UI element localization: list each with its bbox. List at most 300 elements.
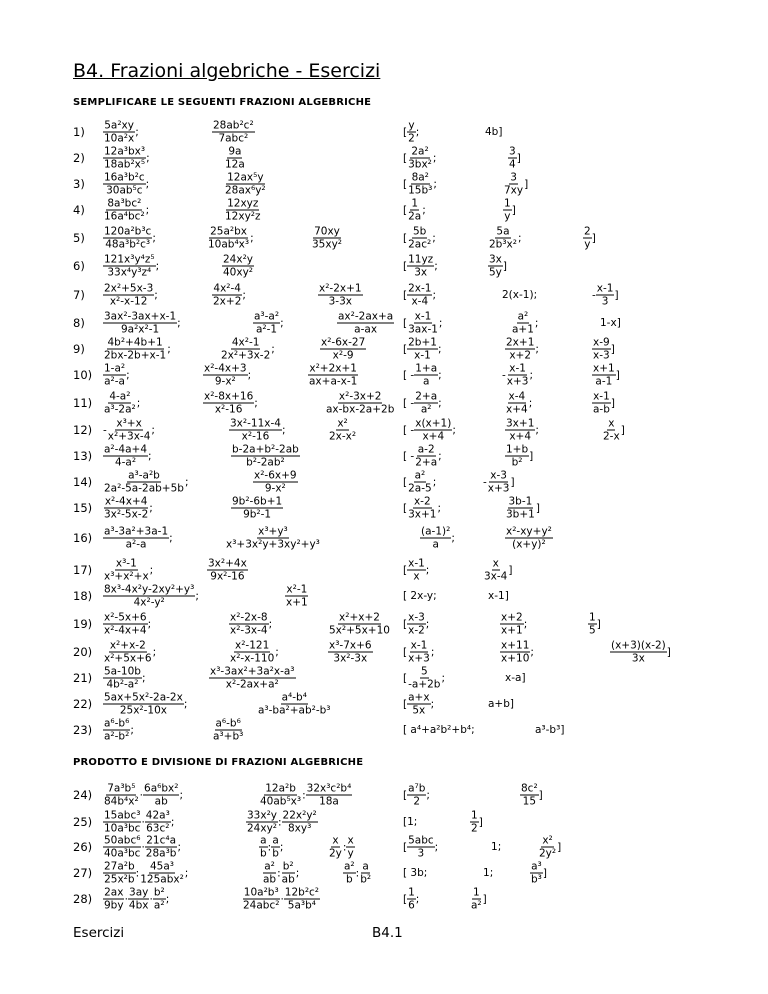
- fraction: [212, 283, 242, 308]
- expression-cell: [285, 584, 309, 609]
- solution-cell: [520, 783, 543, 808]
- fraction: [209, 666, 296, 691]
- exercise-number: 5): [73, 231, 85, 245]
- fraction: [103, 640, 153, 665]
- fraction: [407, 226, 432, 251]
- numerator: 3x²-11x-4: [230, 417, 281, 430]
- solution-cell: [505, 337, 539, 362]
- numerator: x-1: [593, 390, 610, 403]
- bracket-text: ]: [560, 724, 565, 736]
- numerator: x²: [337, 417, 348, 430]
- separator: ;: [432, 152, 437, 164]
- fraction: [487, 470, 511, 495]
- expression-cell: [103, 337, 171, 362]
- bracket-text: [: [403, 841, 408, 853]
- fraction: [500, 640, 530, 665]
- exercise-number: 16): [73, 531, 93, 545]
- denominator: 9-x²: [214, 375, 236, 388]
- numerator: x²+x-2: [109, 639, 146, 652]
- numerator: x²-1: [286, 583, 308, 596]
- numerator: 2b+1: [408, 336, 437, 349]
- numerator: x-1: [410, 639, 428, 652]
- operator: ·: [124, 893, 128, 905]
- bracket-text: ]: [482, 893, 487, 905]
- denominator: x²-16: [214, 403, 243, 416]
- separator: ;: [528, 397, 533, 409]
- expression-cell: [103, 254, 159, 279]
- fraction: [470, 887, 483, 912]
- numerator: 3x²+4x: [208, 557, 247, 570]
- numerator: x³-1: [115, 557, 137, 570]
- denominator: x²+3x-4: [107, 430, 151, 443]
- denominator: a²-b²: [104, 730, 130, 743]
- numerator: x²-6x+9: [254, 469, 297, 482]
- denominator: 3b+1: [506, 508, 535, 521]
- separator: ;: [535, 343, 539, 355]
- separator: ;: [425, 564, 430, 576]
- separator: ;: [438, 397, 442, 409]
- exercise-number: 13): [73, 449, 93, 463]
- expression-cell: [262, 861, 299, 886]
- fraction: [224, 146, 246, 171]
- expression-text: 1: [491, 841, 498, 853]
- solution-cell: [535, 724, 564, 736]
- fraction: [343, 861, 356, 886]
- numerator: x²+x+2: [339, 611, 380, 624]
- solution-cell: [502, 363, 533, 388]
- numerator: x: [332, 834, 339, 847]
- expression-cell: [103, 584, 199, 609]
- fraction: [103, 692, 184, 717]
- solution-cell: [403, 666, 445, 691]
- denominator: 63c²: [146, 822, 170, 835]
- solution-cell: [403, 558, 429, 583]
- denominator: 40ab⁵x³: [260, 795, 302, 808]
- bracket-text: [: [403, 789, 408, 801]
- solution-cell: [505, 526, 553, 551]
- solution-cell: [403, 496, 441, 521]
- denominator: x+4: [509, 430, 532, 443]
- expression-cell: [259, 835, 283, 860]
- operator: :: [355, 867, 360, 879]
- denominator: x+2: [509, 349, 532, 362]
- expression-cell: [328, 640, 373, 665]
- bracket-text: [: [403, 289, 408, 301]
- numerator: a²: [414, 469, 426, 482]
- separator: ;: [170, 816, 175, 828]
- denominator: y: [584, 238, 591, 251]
- separator: ;: [452, 424, 456, 436]
- expression-text: x-a: [505, 672, 522, 684]
- denominator: a³-2a²: [104, 403, 136, 416]
- expression-cell: [103, 391, 140, 416]
- separator: ;: [426, 789, 430, 801]
- fraction: [500, 612, 524, 637]
- fraction: [407, 666, 441, 691]
- fraction: [242, 887, 280, 912]
- solution-cell: [420, 526, 455, 551]
- expression-cell: [203, 391, 258, 416]
- bracket-text: ]: [521, 672, 526, 684]
- separator: ;: [523, 618, 528, 630]
- denominator: 2: [413, 795, 421, 808]
- operator: :: [278, 816, 282, 828]
- denominator: x+3: [408, 652, 430, 665]
- numerator: x+1: [593, 362, 615, 375]
- numerator: a⁶-b⁶: [215, 717, 241, 730]
- fraction: [103, 584, 195, 609]
- separator: ;: [141, 672, 146, 684]
- denominator: y: [504, 210, 511, 223]
- fraction: [103, 311, 177, 336]
- fraction: [284, 887, 320, 912]
- numerator: 45a³: [150, 860, 175, 873]
- numerator: 121x³y⁴z⁵: [104, 253, 155, 266]
- exercise-number: 15): [73, 501, 93, 515]
- denominator: 3: [417, 847, 425, 860]
- expression-text: x-1: [488, 590, 505, 602]
- denominator: 4-a²: [114, 456, 137, 469]
- expression-cell: [224, 198, 262, 223]
- separator: ;: [438, 317, 443, 329]
- numerator: 1-a²: [104, 362, 126, 375]
- fraction: [407, 120, 416, 145]
- numerator: x-2: [413, 495, 431, 508]
- fraction: [103, 226, 152, 251]
- exercise-number: 24): [73, 788, 93, 802]
- expression-cell: [231, 444, 300, 469]
- denominator: 33x⁴y³z⁴: [107, 266, 152, 279]
- denominator: a²: [153, 899, 165, 912]
- bracket-text: ]: [666, 646, 671, 658]
- expression-cell: [242, 887, 320, 912]
- fraction: [103, 718, 130, 743]
- numerator: a: [362, 860, 369, 873]
- denominator: x²-16: [241, 430, 270, 443]
- fraction: [359, 861, 372, 886]
- denominator: 15b³: [408, 184, 433, 197]
- solution-cell: [592, 363, 620, 388]
- numerator: 12a²b: [265, 782, 296, 795]
- denominator: a+1: [512, 323, 534, 336]
- fraction: [306, 783, 353, 808]
- numerator: 10a²b³: [243, 886, 279, 899]
- fraction: [596, 283, 615, 308]
- fraction: [530, 861, 543, 886]
- fraction: [407, 254, 434, 279]
- fraction: [407, 783, 426, 808]
- numerator: 2x+1: [506, 336, 535, 349]
- numerator: 12xyz: [227, 197, 259, 210]
- expression-cell: [103, 861, 188, 886]
- separator: ;: [195, 590, 199, 602]
- solution-cell: [511, 311, 538, 336]
- separator: ;: [451, 532, 455, 544]
- denominator: 7abc²: [218, 132, 249, 145]
- bracket-text: ]: [610, 397, 615, 409]
- numerator: x²+2x+1: [309, 362, 357, 375]
- bracket-text: ]: [502, 260, 508, 272]
- solution-cell: [403, 363, 442, 388]
- denominator: 28ax⁶y²: [225, 184, 266, 197]
- numerator: 4x²-4: [213, 282, 241, 295]
- fraction: [207, 558, 248, 583]
- solution-cell: [610, 640, 671, 665]
- fraction: [592, 337, 611, 362]
- separator: ;: [183, 698, 188, 710]
- numerator: x-1: [408, 557, 425, 570]
- expression-text: [ 3b: [403, 867, 424, 879]
- bracket-text: [: [403, 178, 408, 190]
- denominator: a-1: [595, 375, 613, 388]
- fraction: [103, 666, 142, 691]
- denominator: 3x²-3x: [333, 652, 368, 665]
- fraction: [414, 418, 452, 443]
- numerator: 5a²xy: [104, 119, 134, 132]
- numerator: 5b: [412, 225, 427, 238]
- fraction: [103, 444, 148, 469]
- numerator: x+2: [501, 611, 523, 624]
- denominator: 3-3x: [328, 295, 352, 308]
- expression-cell: [257, 692, 332, 717]
- numerator: 2+a: [415, 390, 438, 403]
- numerator: 3b-1: [508, 495, 533, 508]
- denominator: 3ax-1: [408, 323, 438, 336]
- fraction: [592, 391, 611, 416]
- denominator: 40xy²: [223, 266, 253, 279]
- bracket-text: ]: [620, 424, 625, 436]
- separator: ;: [275, 646, 279, 658]
- numerator: x²-4x+3: [204, 362, 247, 375]
- numerator: x-3: [490, 469, 507, 482]
- denominator: 35xy²: [312, 238, 342, 251]
- denominator: 5a³b⁴: [287, 899, 316, 912]
- exercise-number: 9): [73, 342, 85, 356]
- expression-cell: [229, 612, 272, 637]
- bracket-text: [: [403, 152, 408, 164]
- numerator: 1+b: [506, 443, 529, 456]
- denominator: 2x+2: [213, 295, 242, 308]
- numerator: 3: [509, 145, 516, 158]
- bracket-text: [: [403, 893, 408, 905]
- fraction: [103, 283, 154, 308]
- expression-cell: [328, 612, 391, 637]
- numerator: x-9: [593, 336, 610, 349]
- fraction: [107, 418, 152, 443]
- bracket-text: [ -: [403, 397, 415, 409]
- exercise-number: 28): [73, 892, 93, 906]
- expression-cell: [328, 418, 357, 443]
- fraction: [407, 835, 435, 860]
- separator: ;: [152, 646, 157, 658]
- exercise-number: 20): [73, 645, 93, 659]
- numerator: 28ab²c²: [213, 119, 254, 132]
- expression-cell: [103, 612, 151, 637]
- solution-cell: [403, 835, 438, 860]
- numerator: a³-3a²+3a-1: [104, 525, 169, 538]
- bracket-text: [: [403, 646, 408, 658]
- separator: ;: [413, 816, 418, 828]
- numerator: b²: [153, 886, 165, 899]
- numerator: 8x³-4x²y-2xy²+y³: [104, 583, 195, 596]
- fraction: [346, 835, 354, 860]
- bracket-text: [ -: [403, 450, 415, 462]
- fraction: [588, 612, 597, 637]
- separator: ;: [471, 724, 475, 736]
- numerator: b²: [282, 860, 294, 873]
- denominator: 18ab²x⁵: [104, 158, 146, 171]
- bracket-text: [: [403, 232, 408, 244]
- bracket-text: ]: [557, 841, 562, 853]
- separator: ;: [530, 646, 534, 658]
- expression-cell: [103, 666, 145, 691]
- numerator: y: [408, 119, 415, 132]
- numerator: x²-6x-27: [321, 336, 366, 349]
- denominator: 7xy: [504, 184, 524, 197]
- bracket-text: ]: [508, 564, 513, 576]
- separator: ;: [149, 564, 154, 576]
- expression-cell: [103, 418, 155, 443]
- numerator: 5abc: [408, 834, 434, 847]
- denominator: 3: [601, 295, 609, 308]
- fraction: [259, 835, 268, 860]
- numerator: x-1: [414, 310, 432, 323]
- denominator: x+1: [501, 624, 523, 637]
- numerator: 1: [471, 809, 478, 822]
- numerator: 2ax: [104, 886, 124, 899]
- separator: ;: [497, 841, 502, 853]
- denominator: 10ab⁴x³: [208, 238, 250, 251]
- denominator: 10a²x: [104, 132, 135, 145]
- solution-cell: [483, 558, 512, 583]
- fraction: [505, 444, 529, 469]
- numerator: x³-7x+6: [329, 639, 372, 652]
- numerator: 3ax²-3ax+x-1: [104, 310, 177, 323]
- numerator: 2a²: [411, 145, 429, 158]
- numerator: 21c⁴a: [146, 834, 177, 847]
- exercise-number: 23): [73, 723, 93, 737]
- expression-text: 2(x-1): [502, 289, 534, 301]
- fraction: [505, 337, 535, 362]
- fraction: [103, 172, 146, 197]
- fraction: [128, 886, 153, 912]
- numerator: x-1: [596, 282, 614, 295]
- expression-text: a+b: [488, 698, 510, 710]
- separator: ;: [179, 789, 183, 801]
- exercise-number: 22): [73, 697, 93, 711]
- numerator: 5a: [496, 225, 510, 238]
- bracket-text: [: [403, 317, 408, 329]
- fraction: [229, 418, 282, 443]
- solution-cell: [403, 198, 426, 223]
- denominator: x³+3x²y+3xy²+y³: [226, 538, 320, 551]
- bracket-text: ]: [614, 289, 619, 301]
- numerator: x: [492, 557, 499, 570]
- solution-cell: [403, 172, 437, 197]
- numerator: 3x: [489, 253, 502, 266]
- separator: ;: [437, 343, 442, 355]
- expression-cell: [253, 311, 284, 336]
- bracket-text: [: [403, 476, 408, 488]
- fraction: [253, 470, 298, 495]
- denominator: a: [422, 375, 430, 388]
- exercise-number: 1): [73, 125, 85, 139]
- denominator: x²-x-12: [109, 295, 148, 308]
- separator: ;: [177, 841, 182, 853]
- bracket-text: ]: [509, 698, 515, 710]
- numerator: x²-2x-8: [230, 611, 268, 624]
- solution-cell: [403, 120, 419, 145]
- denominator: ab: [281, 873, 295, 886]
- denominator: 3bx²: [408, 158, 432, 171]
- expression-cell: [212, 283, 246, 308]
- denominator: ax-bx-2a+2b: [326, 403, 395, 416]
- denominator: x+3: [487, 482, 510, 495]
- solution-cell: [505, 391, 532, 416]
- expression-cell: [318, 283, 363, 308]
- separator: ;: [136, 397, 141, 409]
- separator: ;: [438, 369, 442, 381]
- bracket-text: [: [403, 260, 408, 272]
- numerator: 6a⁶bx²: [144, 782, 179, 795]
- bracket-text: [ -: [403, 369, 415, 381]
- fraction: [103, 496, 149, 521]
- denominator: 2x²+3x-2: [221, 349, 271, 362]
- expression-cell: [222, 254, 254, 279]
- numerator: 12b²c²: [284, 886, 320, 899]
- fraction: [103, 391, 137, 416]
- fraction: [103, 254, 156, 279]
- numerator: a³-a²b: [128, 469, 160, 482]
- fraction: [520, 783, 539, 808]
- exercise-number: 17): [73, 563, 93, 577]
- solution-cell: [491, 841, 501, 853]
- denominator: x+4: [422, 430, 445, 443]
- denominator: 9a²x²-1: [120, 323, 160, 336]
- fraction: [407, 640, 431, 665]
- numerator: 2x-1: [408, 282, 432, 295]
- fraction: [212, 718, 244, 743]
- fraction: [592, 363, 616, 388]
- numerator: 7a³b⁵: [107, 782, 136, 795]
- solution-cell: [500, 612, 527, 637]
- numerator: 8a³bc²: [107, 197, 142, 210]
- denominator: 15: [522, 795, 537, 808]
- fraction: [229, 612, 269, 637]
- exercise-number: 19): [73, 617, 93, 631]
- bracket-text: -: [483, 476, 487, 488]
- fraction: [407, 887, 416, 912]
- separator: ;: [535, 424, 539, 436]
- denominator: 2-x: [603, 430, 620, 443]
- exercise-number: 18): [73, 589, 93, 603]
- denominator: 4: [509, 158, 516, 171]
- denominator: x³+x²+x: [104, 570, 149, 583]
- fraction: [420, 526, 451, 551]
- expression-cell: [103, 311, 181, 336]
- denominator: a²-a: [104, 375, 125, 388]
- denominator: 2+a: [415, 456, 438, 469]
- denominator: x-1: [414, 349, 431, 362]
- numerator: x²-8x+16: [204, 390, 254, 403]
- expression-cell: [328, 835, 355, 860]
- fraction: [203, 391, 254, 416]
- expression-cell: [225, 526, 321, 551]
- fraction: [325, 391, 395, 416]
- numerator: 1: [408, 886, 415, 899]
- bracket-text: [: [403, 672, 408, 684]
- denominator: 2a: [408, 210, 422, 223]
